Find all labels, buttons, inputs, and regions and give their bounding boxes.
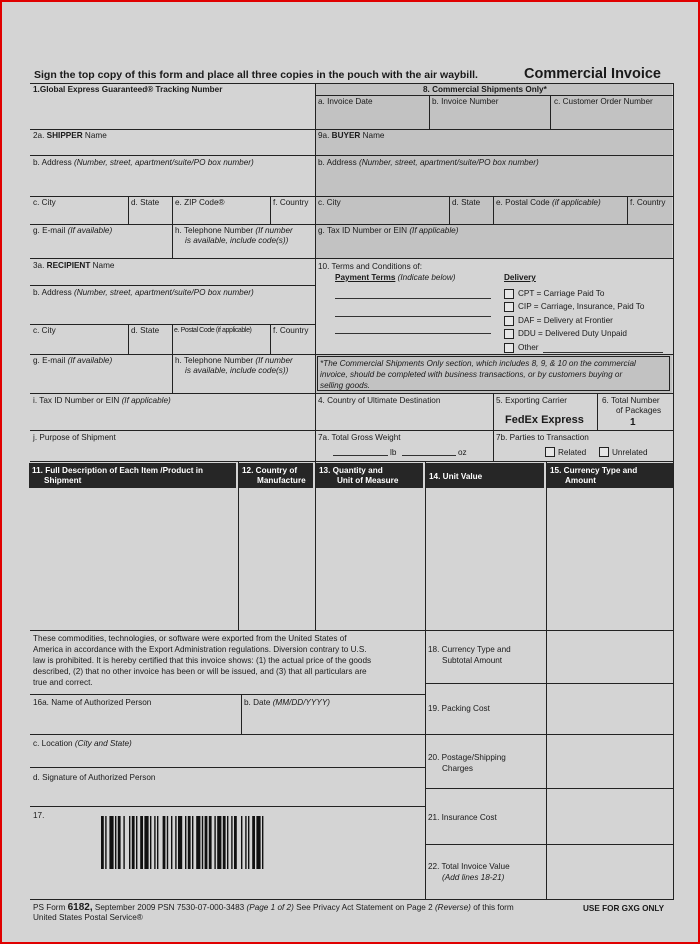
buyer-country-label: f. Country xyxy=(630,198,666,207)
total-packages-label-2: of Packages xyxy=(616,406,662,415)
daf-label: DAF = Delivery at Frontier xyxy=(518,316,613,325)
cip-checkbox[interactable] xyxy=(504,302,514,312)
footer-postal-service: United States Postal Service® xyxy=(33,913,143,922)
lb-label: lb xyxy=(390,448,397,457)
tracking-number-label: 1.Global Express Guaranteed® Tracking Number xyxy=(33,85,223,94)
shipper-city-label: c. City xyxy=(33,198,56,207)
col12-label-2: Manufacture xyxy=(257,476,306,485)
insurance-cost-label: 21. Insurance Cost xyxy=(428,813,497,822)
purpose-label: j. Purpose of Shipment xyxy=(33,433,116,442)
cpt-checkbox[interactable] xyxy=(504,289,514,299)
location-label: c. Location (City and State) xyxy=(33,739,132,748)
signature-date-label: b. Date (MM/DD/YYYY) xyxy=(244,698,330,707)
shipper-state-label: d. State xyxy=(131,198,160,207)
note-line-1: *The Commercial Shipments Only section, which includes 8, 9, & 10 on the commercial xyxy=(320,359,636,368)
col11-label-2: Shipment xyxy=(44,476,82,485)
footer-form-info: PS Form 6182, September 2009 PSN 7530-07-000-3483 (Page 1 of 2) See Privacy Act Statement on Page 2 (Reverse) of this form xyxy=(33,902,514,913)
recipient-tax-id-label: i. Tax ID Number or EIN (If applicable) xyxy=(33,396,171,405)
recipient-email-label: g. E-mail (If available) xyxy=(33,356,113,365)
authorized-signature-label: d. Signature of Authorized Person xyxy=(33,773,156,782)
invoice-number-label: b. Invoice Number xyxy=(432,97,499,106)
certification-line-3: law is prohibited. It is hereby certified that this invoice shows: (1) the actual price of the goods xyxy=(33,656,372,665)
certification-line-1: These commodities, technologies, or software were exported from the United States of xyxy=(33,634,347,643)
postage-label-2: Charges xyxy=(442,764,473,773)
authorized-person-label: 16a. Name of Authorized Person xyxy=(33,698,152,707)
recipient-telephone-label: h. Telephone Number (If number xyxy=(175,356,293,365)
item-17-label: 17. xyxy=(33,811,45,820)
recipient-city-label: c. City xyxy=(33,326,56,335)
payment-terms-line-1[interactable] xyxy=(335,298,491,299)
recipient-address-label: b. Address (Number, street, apartment/suite/PO box number) xyxy=(33,288,254,297)
col15-label-1: 15. Currency Type and xyxy=(550,466,638,475)
buyer-address-label: b. Address (Number, street, apartment/suite/PO box number) xyxy=(318,158,539,167)
payment-terms-line-2[interactable] xyxy=(335,316,491,317)
postage-label-1: 20. Postage/Shipping xyxy=(428,753,506,762)
shipper-email-label: g. E-mail (If available) xyxy=(33,226,113,235)
buyer-tax-id-label: g. Tax ID Number or EIN (If applicable) xyxy=(318,226,459,235)
note-line-3: selling goods. xyxy=(320,381,371,390)
unrelated-checkbox[interactable] xyxy=(599,447,609,457)
col14-label: 14. Unit Value xyxy=(429,472,483,481)
certification-line-4: described, (2) that no other invoice has been or will be issued, and (3) that all particulars are xyxy=(33,667,367,676)
cpt-label: CPT = Carriage Paid To xyxy=(518,289,605,298)
commercial-shipments-label: 8. Commercial Shipments Only* xyxy=(423,85,547,94)
recipient-postal-code-label: e. Postal Code (if applicable) xyxy=(174,327,252,334)
shipper-address-label: b. Address (Number, street, apartment/suite/PO box number) xyxy=(33,158,254,167)
daf-checkbox[interactable] xyxy=(504,316,514,326)
subtotal-label-1: 18. Currency Type and xyxy=(428,645,511,654)
recipient-label: 3a. RECIPIENT Name xyxy=(33,261,115,270)
barcode-image xyxy=(101,816,313,869)
terms-label: 10. Terms and Conditions of: xyxy=(318,262,423,271)
other-checkbox[interactable] xyxy=(504,343,514,353)
shipper-country-label: f. Country xyxy=(273,198,309,207)
subtotal-label-2: Subtotal Amount xyxy=(442,656,503,665)
col11-label-1: 11. Full Description of Each Item /Product in xyxy=(32,466,204,475)
weight-lb-line[interactable] xyxy=(333,455,388,456)
buyer-postal-code-label: e. Postal Code (if applicable) xyxy=(496,198,601,207)
shipper-telephone-label: h. Telephone Number (If number xyxy=(175,226,293,235)
recipient-telephone-hint: is available, include code(s)) xyxy=(185,366,289,375)
country-destination-label: 4. Country of Ultimate Destination xyxy=(318,396,441,405)
parties-label: 7b. Parties to Transaction xyxy=(496,433,589,442)
ddu-label: DDU = Delivered Duty Unpaid xyxy=(518,329,627,338)
recipient-state-label: d. State xyxy=(131,326,160,335)
shipper-telephone-hint: is available, include code(s)) xyxy=(185,236,289,245)
gross-weight-label: 7a. Total Gross Weight xyxy=(318,433,401,442)
invoice-date-label: a. Invoice Date xyxy=(318,97,373,106)
buyer-state-label: d. State xyxy=(452,198,481,207)
total-invoice-value-hint: (Add lines 18-21) xyxy=(442,873,505,882)
cip-label: CIP = Carriage, Insurance, Paid To xyxy=(518,302,645,311)
related-checkbox[interactable] xyxy=(545,447,555,457)
col13-label-2: Unit of Measure xyxy=(337,476,399,485)
ddu-checkbox[interactable] xyxy=(504,329,514,339)
col15-label-2: Amount xyxy=(565,476,596,485)
buyer-city-label: c. City xyxy=(318,198,341,207)
customer-order-number-label: c. Customer Order Number xyxy=(554,97,653,106)
total-packages-label-1: 6. Total Number xyxy=(602,396,660,405)
shipper-label: 2a. SHIPPER Name xyxy=(33,131,107,140)
carrier-value: FedEx Express xyxy=(505,414,584,426)
buyer-label: 9a. BUYER Name xyxy=(318,131,385,140)
form-instruction: Sign the top copy of this form and place all three copies in the pouch with the air waybill. xyxy=(34,69,478,81)
oz-label: oz xyxy=(458,448,467,457)
col13-label-1: 13. Quantity and xyxy=(319,466,383,475)
recipient-country-label: f. Country xyxy=(273,326,309,335)
unrelated-label: Unrelated xyxy=(612,448,648,457)
payment-terms-line-3[interactable] xyxy=(335,333,491,334)
form-title: Commercial Invoice xyxy=(524,66,661,82)
certification-line-2: America in accordance with the Export Administration regulations. Diversion contrary to U.S. xyxy=(33,645,367,654)
certification-line-5: true and correct. xyxy=(33,678,93,687)
total-invoice-value-label: 22. Total Invoice Value xyxy=(428,862,510,871)
other-label: Other xyxy=(518,343,539,352)
col12-label-1: 12. Country of xyxy=(242,466,298,475)
related-label: Related xyxy=(558,448,587,457)
other-line[interactable] xyxy=(543,352,663,353)
shipper-zip-label: e. ZIP Code® xyxy=(175,198,225,207)
exporting-carrier-label: 5. Exporting Carrier xyxy=(496,396,567,405)
payment-terms-label: Payment Terms (Indicate below) xyxy=(335,273,456,282)
note-line-2: invoice, should be completed with business transactions, or by customers buying or xyxy=(320,370,623,379)
total-packages-value: 1 xyxy=(630,417,636,428)
packing-cost-label: 19. Packing Cost xyxy=(428,704,490,713)
delivery-label: Delivery xyxy=(504,273,536,282)
weight-oz-line[interactable] xyxy=(402,455,456,456)
footer-use-for: USE FOR GXG ONLY xyxy=(583,904,665,913)
